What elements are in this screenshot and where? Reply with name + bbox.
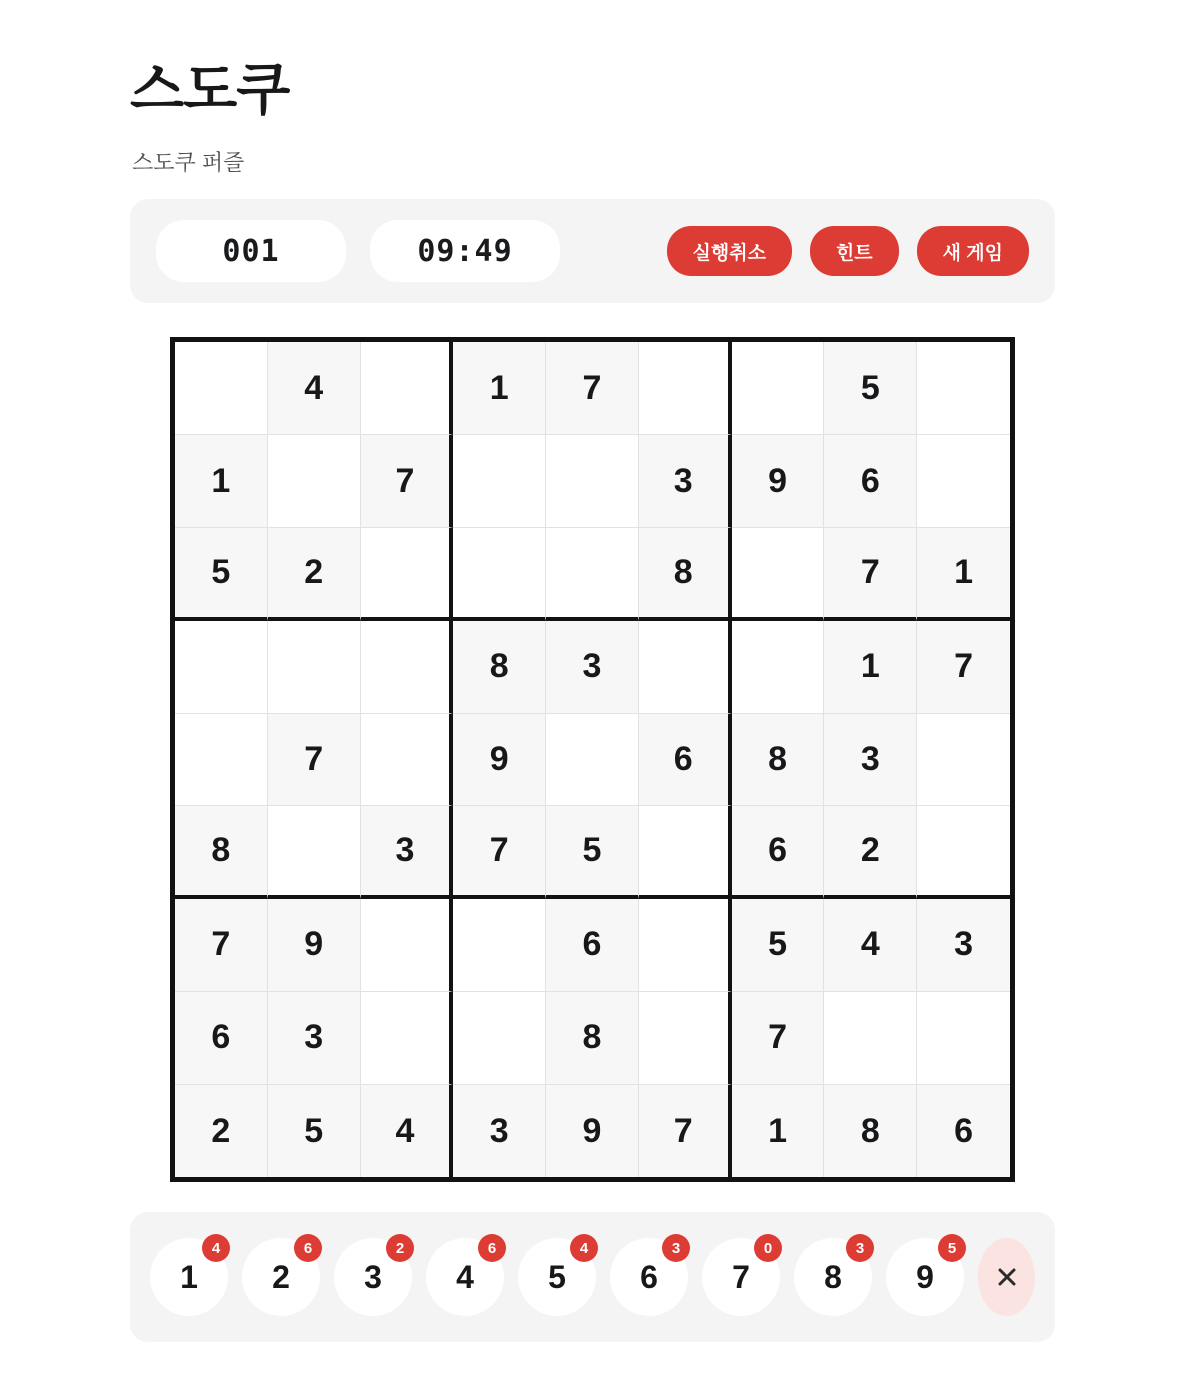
sudoku-cell-r9c1[interactable]: 2 <box>175 1085 268 1178</box>
sudoku-cell-r5c6[interactable]: 6 <box>639 714 732 807</box>
sudoku-cell-r3c8[interactable]: 7 <box>824 528 917 621</box>
sudoku-cell-r3c3[interactable] <box>361 528 454 621</box>
sudoku-cell-r9c9[interactable]: 6 <box>917 1085 1010 1178</box>
sudoku-cell-r7c7[interactable]: 5 <box>732 899 825 992</box>
sudoku-cell-r8c6[interactable] <box>639 992 732 1085</box>
numpad-digit-label: 3 <box>364 1258 382 1295</box>
sudoku-cell-r7c9[interactable]: 3 <box>917 899 1010 992</box>
sudoku-cell-r6c9[interactable] <box>917 806 1010 899</box>
sudoku-cell-r7c6[interactable] <box>639 899 732 992</box>
sudoku-cell-r8c9[interactable] <box>917 992 1010 1085</box>
sudoku-cell-r7c1[interactable]: 7 <box>175 899 268 992</box>
sudoku-cell-r6c5[interactable]: 5 <box>546 806 639 899</box>
numpad-button-5[interactable] <box>518 1238 596 1316</box>
sudoku-cell-r2c8[interactable]: 6 <box>824 435 917 528</box>
sudoku-cell-r9c4[interactable]: 3 <box>453 1085 546 1178</box>
numpad-remaining-badge: 6 <box>478 1234 506 1262</box>
sudoku-cell-r2c6[interactable]: 3 <box>639 435 732 528</box>
sudoku-cell-r5c9[interactable] <box>917 714 1010 807</box>
numpad-button-7[interactable] <box>702 1238 780 1316</box>
sudoku-cell-r1c3[interactable] <box>361 342 454 435</box>
sudoku-cell-r1c7[interactable] <box>732 342 825 435</box>
page-subtitle: 스도쿠 퍼즐 <box>132 150 245 176</box>
numpad-remaining-badge: 3 <box>662 1234 690 1262</box>
sudoku-cell-r3c7[interactable] <box>732 528 825 621</box>
sudoku-cell-r5c8[interactable]: 3 <box>824 714 917 807</box>
close-x-icon <box>992 1262 1022 1292</box>
sudoku-cell-r8c1[interactable]: 6 <box>175 992 268 1085</box>
numpad-remaining-badge: 4 <box>202 1234 230 1262</box>
numpad-remaining-badge: 5 <box>938 1234 966 1262</box>
sudoku-cell-r9c5[interactable]: 9 <box>546 1085 639 1178</box>
sudoku-cell-r6c1[interactable]: 8 <box>175 806 268 899</box>
numpad-remaining-badge: 4 <box>570 1234 598 1262</box>
sudoku-cell-r2c3[interactable]: 7 <box>361 435 454 528</box>
numpad-digit-label: 7 <box>732 1258 750 1295</box>
numpad-remaining-badge: 0 <box>754 1234 782 1262</box>
number-pad-buttons <box>150 1238 964 1316</box>
sudoku-cell-r1c1[interactable] <box>175 342 268 435</box>
sudoku-cell-r8c3[interactable] <box>361 992 454 1085</box>
numpad-digit-label: 2 <box>272 1258 290 1295</box>
numpad-button-2[interactable] <box>242 1238 320 1316</box>
sudoku-cell-r1c2[interactable]: 4 <box>268 342 361 435</box>
sudoku-cell-r4c6[interactable] <box>639 621 732 714</box>
sudoku-cell-r4c8[interactable]: 1 <box>824 621 917 714</box>
sudoku-cell-r4c4[interactable]: 8 <box>453 621 546 714</box>
sudoku-cell-r8c5[interactable]: 8 <box>546 992 639 1085</box>
sudoku-cell-r5c5[interactable] <box>546 714 639 807</box>
sudoku-cell-r3c5[interactable] <box>546 528 639 621</box>
sudoku-cell-r9c7[interactable]: 1 <box>732 1085 825 1178</box>
sudoku-cell-r6c4[interactable]: 7 <box>453 806 546 899</box>
action-button-group <box>667 226 1029 276</box>
sudoku-board-wrapper <box>130 337 1055 1182</box>
sudoku-cell-r4c2[interactable] <box>268 621 361 714</box>
undo-button[interactable]: 실행취소 <box>667 226 792 276</box>
numpad-digit-label: 9 <box>916 1258 934 1295</box>
numpad-digit-label: 5 <box>548 1258 566 1295</box>
sudoku-cell-r6c7[interactable]: 6 <box>732 806 825 899</box>
sudoku-cell-r1c5[interactable]: 7 <box>546 342 639 435</box>
sudoku-cell-r1c8[interactable]: 5 <box>824 342 917 435</box>
sudoku-cell-r9c8[interactable]: 8 <box>824 1085 917 1178</box>
sudoku-cell-r2c1[interactable]: 1 <box>175 435 268 528</box>
sudoku-cell-r5c1[interactable] <box>175 714 268 807</box>
sudoku-cell-r5c2[interactable]: 7 <box>268 714 361 807</box>
numpad-digit-label: 8 <box>824 1258 842 1295</box>
sudoku-cell-r2c7[interactable]: 9 <box>732 435 825 528</box>
sudoku-cell-r2c5[interactable] <box>546 435 639 528</box>
sudoku-board[interactable] <box>170 337 1015 1182</box>
sudoku-cell-r8c4[interactable] <box>453 992 546 1085</box>
numpad-remaining-badge: 6 <box>294 1234 322 1262</box>
erase-button[interactable] <box>978 1238 1035 1316</box>
sudoku-cell-r4c3[interactable] <box>361 621 454 714</box>
numpad-button-4[interactable] <box>426 1238 504 1316</box>
numpad-button-8[interactable] <box>794 1238 872 1316</box>
sudoku-cell-r6c8[interactable]: 2 <box>824 806 917 899</box>
sudoku-cell-r7c8[interactable]: 4 <box>824 899 917 992</box>
sudoku-cell-r7c3[interactable] <box>361 899 454 992</box>
sudoku-cell-r4c7[interactable] <box>732 621 825 714</box>
sudoku-cell-r4c9[interactable]: 7 <box>917 621 1010 714</box>
sudoku-cell-r2c9[interactable] <box>917 435 1010 528</box>
sudoku-cell-r7c4[interactable] <box>453 899 546 992</box>
numpad-digit-label: 4 <box>456 1258 474 1295</box>
sudoku-cell-r3c6[interactable]: 8 <box>639 528 732 621</box>
sudoku-cell-r8c8[interactable] <box>824 992 917 1085</box>
timer-display: 09:49 <box>370 220 560 282</box>
hint-button[interactable]: 힌트 <box>810 226 899 276</box>
status-bar <box>130 199 1055 303</box>
sudoku-cell-r4c5[interactable]: 3 <box>546 621 639 714</box>
sudoku-cell-r8c2[interactable]: 3 <box>268 992 361 1085</box>
page-title: 스도쿠 <box>130 58 290 121</box>
sudoku-cell-r1c9[interactable] <box>917 342 1010 435</box>
numpad-button-6[interactable] <box>610 1238 688 1316</box>
numpad-button-9[interactable] <box>886 1238 964 1316</box>
numpad-remaining-badge: 2 <box>386 1234 414 1262</box>
numpad-button-3[interactable] <box>334 1238 412 1316</box>
sudoku-cell-r9c6[interactable]: 7 <box>639 1085 732 1178</box>
sudoku-cell-r2c4[interactable] <box>453 435 546 528</box>
numpad-remaining-badge: 3 <box>846 1234 874 1262</box>
new-game-button[interactable]: 새 게임 <box>917 226 1029 276</box>
sudoku-cell-r5c4[interactable]: 9 <box>453 714 546 807</box>
number-pad <box>130 1212 1055 1342</box>
sudoku-cell-r3c4[interactable] <box>453 528 546 621</box>
sudoku-cell-r8c7[interactable]: 7 <box>732 992 825 1085</box>
sudoku-cell-r3c9[interactable]: 1 <box>917 528 1010 621</box>
numpad-digit-label: 1 <box>180 1258 198 1295</box>
numpad-button-1[interactable] <box>150 1238 228 1316</box>
sudoku-cell-r3c2[interactable]: 2 <box>268 528 361 621</box>
sudoku-cell-r2c2[interactable] <box>268 435 361 528</box>
sudoku-cell-r6c3[interactable]: 3 <box>361 806 454 899</box>
sudoku-cell-r9c3[interactable]: 4 <box>361 1085 454 1178</box>
sudoku-cell-r9c2[interactable]: 5 <box>268 1085 361 1178</box>
sudoku-cell-r7c2[interactable]: 9 <box>268 899 361 992</box>
sudoku-cell-r4c1[interactable] <box>175 621 268 714</box>
numpad-digit-label: 6 <box>640 1258 658 1295</box>
sudoku-cell-r1c4[interactable]: 1 <box>453 342 546 435</box>
sudoku-cell-r3c1[interactable]: 5 <box>175 528 268 621</box>
sudoku-cell-r6c2[interactable] <box>268 806 361 899</box>
sudoku-cell-r5c7[interactable]: 8 <box>732 714 825 807</box>
sudoku-cell-r6c6[interactable] <box>639 806 732 899</box>
sudoku-cell-r1c6[interactable] <box>639 342 732 435</box>
puzzle-number-display: 001 <box>156 220 346 282</box>
sudoku-cell-r5c3[interactable] <box>361 714 454 807</box>
sudoku-cell-r7c5[interactable]: 6 <box>546 899 639 992</box>
